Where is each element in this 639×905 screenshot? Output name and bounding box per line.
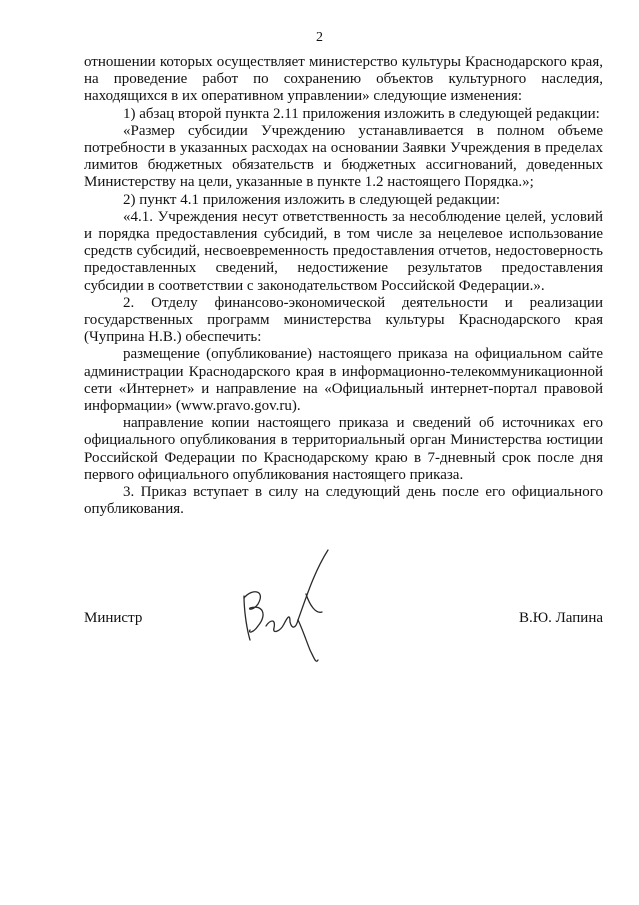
- paragraph-section-2: 2. Отделу финансово-экономической деятельности и реализации государственных программ министерства культуры Краснодарского края (Чуприна Н.В.) обеспечить:: [84, 294, 603, 346]
- signature-block: [84, 610, 603, 634]
- signatory-name: В.Ю. Лапина: [518, 610, 603, 626]
- paragraph-section-3: 3. Приказ вступает в силу на следующий день после его официального опубликования.: [84, 484, 603, 518]
- paragraph-quote-subsidy-size: «Размер субсидии Учреждению устанавливается в полном объеме потребности в указанных расходах на основании Заявки Учреждения в пределах лимитов бюджетных обязательств и бюджетных ассигнований, доведенных Министерству на цели, указанные в пункте 1.2 настоящего Порядка.»;: [84, 122, 603, 191]
- paragraph-copy-direction: направление копии настоящего приказа и сведений об источниках его официального опубликования в территориальный орган Министерства юстиции Российской Федерации по Краснодарскому краю в 7-дневный срок после дня первого официального опубликования настоящего приказа.: [84, 415, 603, 483]
- paragraph-item-1: 1) абзац второй пункта 2.11 приложения изложить в следующей редакции:: [123, 105, 600, 122]
- page-number: 2: [316, 30, 323, 45]
- paragraph-item-2: 2) пункт 4.1 приложения изложить в следующей редакции:: [123, 191, 501, 208]
- paragraph-quote-4-1: «4.1. Учреждения несут ответственность за несоблюдение целей, условий и порядка предоставления субсидий, в том числе за нецелевое использование средств субсидий, несвоевременность предоставления отчетов, недостоверность предоставленных сведений, недостижение результатов предоставления субсидии в соответствии с законодательством Российской Федерации.».: [84, 208, 603, 294]
- paragraph-continuation: отношении которых осуществляет министерство культуры Краснодарского края, на проведение работ по сохранению объектов культурного наследия, находящихся в их оперативном управлении» следующие изменения:: [84, 54, 603, 105]
- signatory-role: Министр: [84, 610, 143, 626]
- document-body: [84, 54, 603, 518]
- handwritten-signature: [236, 548, 346, 668]
- paragraph-publication: размещение (опубликование) настоящего приказа на официальном сайте администрации Краснодарского края в информационно-телекоммуникационной сети «Интернет» и направление на «Официальный интернет-портал правовой информации» (www.pravo.gov.ru).: [84, 346, 603, 415]
